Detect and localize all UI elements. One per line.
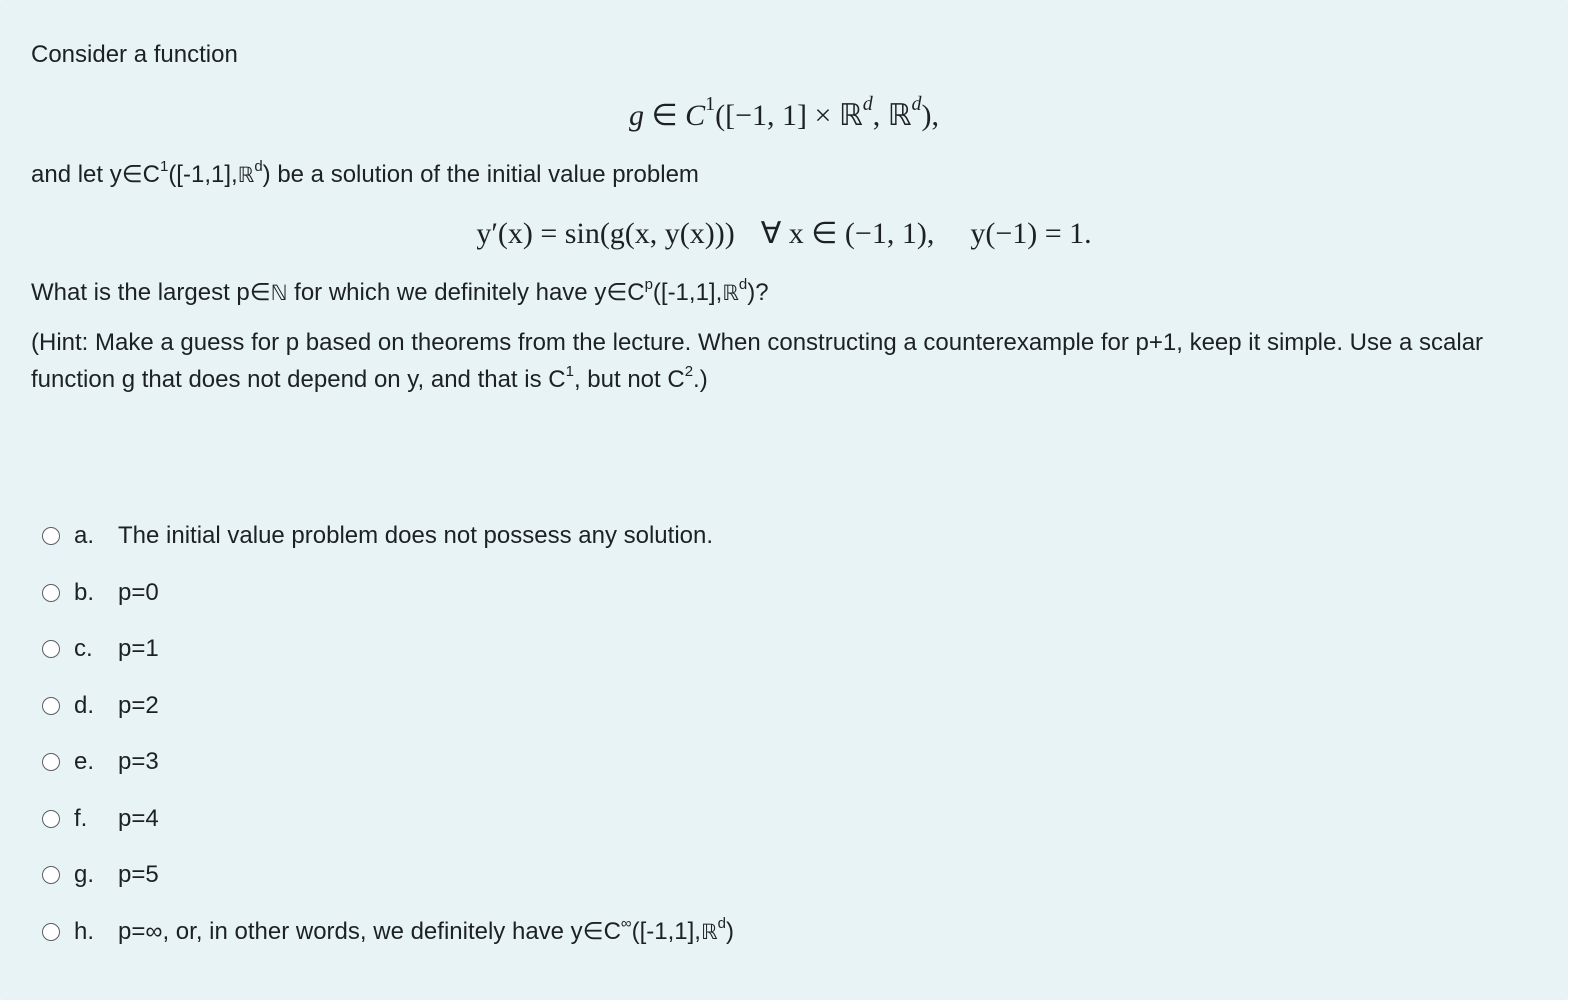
- option-label: p=4: [118, 804, 159, 832]
- option-label: p=1: [118, 635, 159, 663]
- option-letter: g.: [74, 861, 95, 889]
- hint-text: (Hint: Make a guess for p based on theorems from the lecture. When constructing a counterexample for p+1, keep it simple. Use a scalar function g that does not depend on y, and that is $C^1$, but not $C^2$.): [31, 329, 1484, 393]
- option-b[interactable]: [42, 565, 734, 622]
- question-text: What is the largest p∈ℕ for which we definitely have $y\in C^p([-1,1],ℝ^d)$?: [31, 276, 769, 306]
- solution-text: and let $y\in C^1([-1,1],ℝ^d)$ be a solution of the initial value problem: [31, 158, 699, 188]
- radio-button[interactable]: [42, 866, 60, 884]
- option-letter: e.: [74, 748, 95, 776]
- intro-text: Consider a function: [31, 41, 238, 68]
- formula-g-definition: g ∈ $C^1([-1$, 1] × ℝ$^d$, ℝ$^d$),: [629, 93, 939, 132]
- option-e[interactable]: [42, 734, 734, 791]
- option-letter: d.: [74, 691, 95, 719]
- option-a[interactable]: [42, 508, 734, 565]
- option-letter: c.: [74, 635, 93, 663]
- option-label: p=5: [118, 861, 159, 889]
- answer-options: [42, 508, 734, 960]
- option-label: The initial value problem does not possess any solution.: [118, 522, 714, 550]
- option-g[interactable]: [42, 847, 734, 904]
- radio-button[interactable]: [42, 584, 60, 602]
- option-c[interactable]: [42, 621, 734, 678]
- radio-button[interactable]: [42, 810, 60, 828]
- radio-button[interactable]: [42, 527, 60, 545]
- radio-button[interactable]: [42, 640, 60, 658]
- radio-button[interactable]: [42, 697, 60, 715]
- formula-ivp: y′(x) = sin(g(x, y(x))) ∀ x ∈ (−1, 1), y(−1) = 1.: [476, 217, 1092, 250]
- option-letter: a.: [74, 522, 95, 550]
- option-d[interactable]: [42, 678, 734, 735]
- option-label: p=0: [118, 578, 159, 606]
- option-f[interactable]: [42, 791, 734, 848]
- option-letter: f.: [74, 804, 88, 832]
- radio-button[interactable]: [42, 923, 60, 941]
- option-label: p=3: [118, 748, 159, 776]
- option-letter: b.: [74, 578, 95, 606]
- option-h[interactable]: [42, 904, 734, 961]
- option-letter: h.: [74, 917, 95, 945]
- radio-button[interactable]: [42, 753, 60, 771]
- option-label: p=∞, or, in other words, we definitely have y∈C∞([-1,1],ℝ$^d$): [118, 915, 734, 946]
- option-label: p=2: [118, 691, 159, 719]
